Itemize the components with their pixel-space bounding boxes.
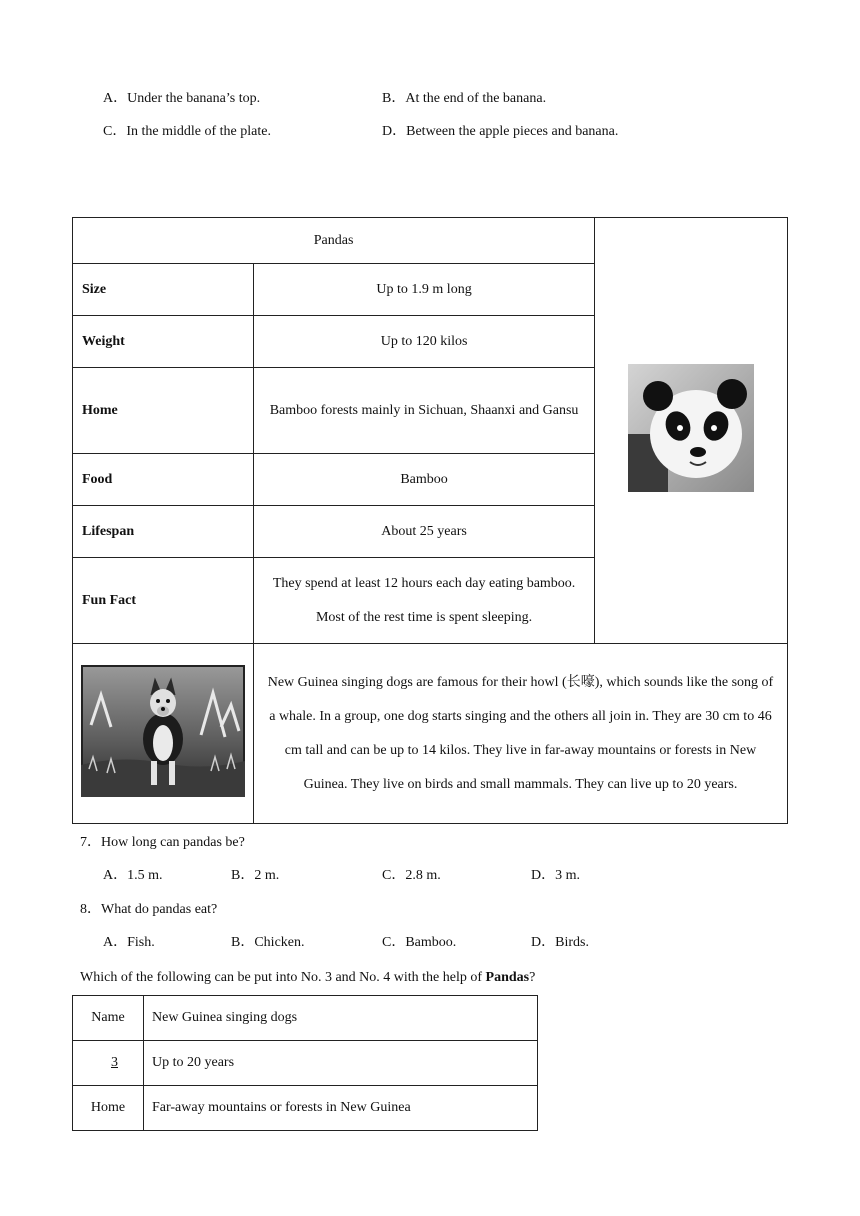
question-8-options [103, 933, 803, 953]
option-text: At the end of the banana. [405, 91, 547, 106]
option-label: A． [103, 91, 128, 106]
option-b [231, 933, 305, 953]
panda-photo-cell [595, 218, 788, 644]
row-value-home: Far-away mountains or forests in New Guinea [144, 1086, 538, 1131]
row-key-name: Name [73, 996, 144, 1041]
option-a [103, 866, 163, 886]
option-a [103, 933, 155, 953]
row-key-food: Food [73, 454, 254, 506]
pandas-info-table [72, 217, 788, 824]
row-value-home: Bamboo forests mainly in Sichuan, Shaanxi and Gansu [253, 368, 594, 454]
table-row [73, 996, 538, 1041]
option-d [531, 933, 589, 953]
fill-in-table [72, 995, 538, 1131]
option-text: Fish. [127, 935, 155, 950]
row-key-home: Home [73, 368, 254, 454]
option-label: B． [382, 91, 406, 106]
prev-options-row-1 [103, 89, 803, 109]
dog-photo [81, 665, 245, 797]
row-key-fun-fact: Fun Fact [73, 558, 254, 644]
panda-photo [628, 364, 754, 492]
option-d [531, 866, 580, 886]
option-text: Under the banana’s top. [127, 91, 261, 106]
option-label: A． [103, 868, 128, 883]
row-key-size: Size [73, 264, 254, 316]
row-value-size: Up to 1.9 m long [253, 264, 594, 316]
row-value-weight: Up to 120 kilos [253, 316, 594, 368]
option-text: Birds. [555, 935, 589, 950]
table-title: Pandas [73, 218, 595, 264]
dog-photo-cell [73, 644, 254, 824]
row-value-fun-fact: They spend at least 12 hours each day eating bamboo. Most of the rest time is spent sleeping. [253, 558, 594, 644]
stem-prefix: Which of the following can be put into No. 3 and No. 4 with the help of [80, 970, 486, 985]
option-text: Chicken. [254, 935, 305, 950]
question-9-stem [80, 968, 535, 988]
row-value-lifespan: Up to 20 years [144, 1041, 538, 1086]
option-c [382, 866, 441, 886]
option-label: C． [382, 868, 406, 883]
blank-number-3: 3 [111, 1055, 118, 1070]
option-label: B． [231, 935, 255, 950]
option-c [382, 933, 456, 953]
option-c [103, 122, 271, 142]
option-d [382, 122, 618, 142]
row-key-weight: Weight [73, 316, 254, 368]
option-label: A． [103, 935, 128, 950]
option-text: 2.8 m. [405, 868, 441, 883]
option-text: Bamboo. [405, 935, 457, 950]
option-text: 1.5 m. [127, 868, 163, 883]
option-b [231, 866, 279, 886]
question-7-options [103, 866, 803, 886]
blank-3-cell [73, 1041, 144, 1086]
dog-description: New Guinea singing dogs are famous for their howl (长嚎), which sounds like the song of a whale. In a group, one dog starts singing and the others all join in. They are 30 cm to 46 cm tall and can be up to 14 kilos. They live in far-away mountains or forests in New Guinea. They live on birds and small mammals. They can live up to 20 years. [253, 644, 787, 824]
row-value-food: Bamboo [253, 454, 594, 506]
question-8-stem: 8．What do pandas eat? [80, 902, 218, 917]
table-row [73, 1041, 538, 1086]
option-text: 2 m. [254, 868, 280, 883]
option-label: C． [103, 124, 127, 139]
option-b [382, 89, 546, 109]
row-key-lifespan: Lifespan [73, 506, 254, 558]
option-label: D． [531, 935, 556, 950]
row-value-lifespan: About 25 years [253, 506, 594, 558]
option-label: C． [382, 935, 406, 950]
prev-options-row-2 [103, 122, 803, 142]
option-label: B． [231, 868, 255, 883]
row-key-home: Home [73, 1086, 144, 1131]
table-row [73, 644, 788, 824]
row-value-name: New Guinea singing dogs [144, 996, 538, 1041]
option-text: 3 m. [555, 868, 581, 883]
stem-suffix: ? [529, 970, 536, 985]
option-label: D． [531, 868, 556, 883]
option-text: Between the apple pieces and banana. [406, 124, 619, 139]
option-a [103, 89, 260, 109]
option-label: D． [382, 124, 407, 139]
stem-bold: Pandas [485, 970, 530, 985]
option-text: In the middle of the plate. [126, 124, 271, 139]
question-7-stem: 7．How long can pandas be? [80, 835, 245, 850]
table-row [73, 1086, 538, 1131]
